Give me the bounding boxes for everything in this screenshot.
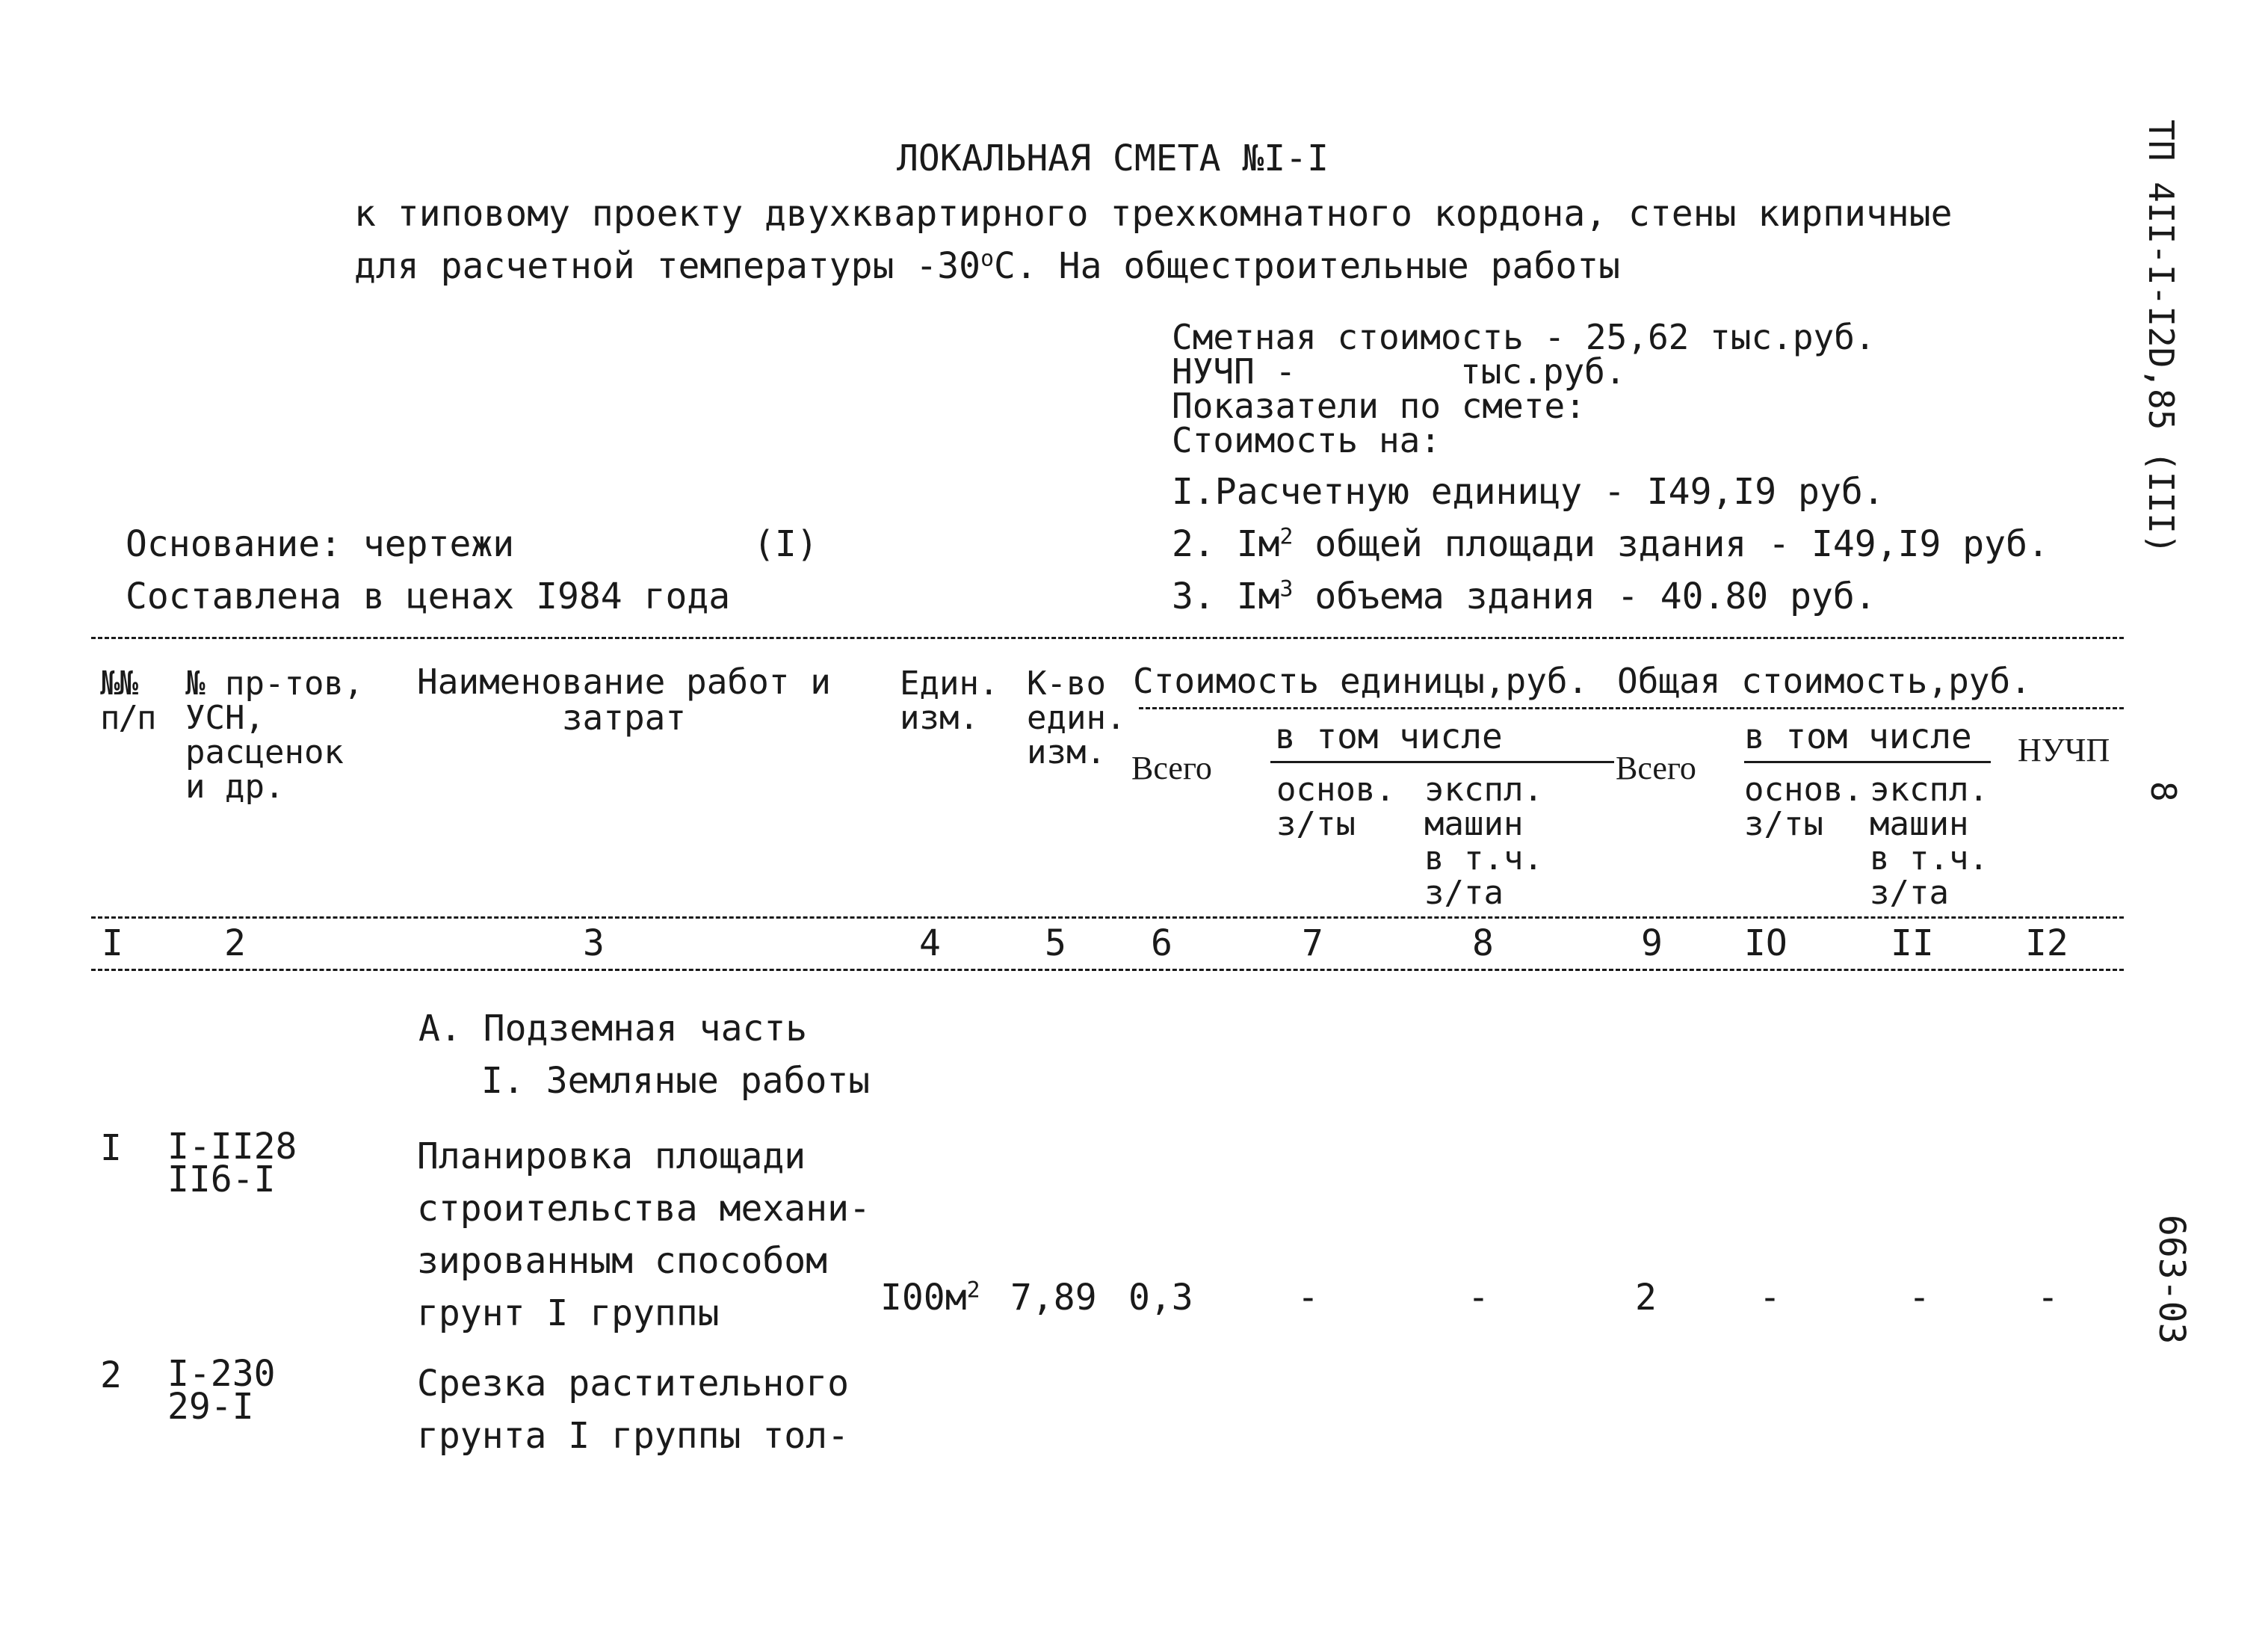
basis-label: Основание: чертежи xyxy=(126,523,515,565)
header-work-name: Наименование работ и затрат xyxy=(417,662,831,738)
cost-for-label: Стоимость на: xyxy=(1172,420,1442,460)
side-stamp: 663-03 xyxy=(2151,1215,2193,1345)
header-bottom-rule xyxy=(91,916,2124,919)
header-grand-total: Всего xyxy=(1616,750,1696,786)
row1-work-name: Планировка площади строительства механи- зированным способом грунт I группы xyxy=(417,1135,871,1334)
side-page-number: 8 xyxy=(2143,781,2184,802)
indicator2-text-a: 2. Iм xyxy=(1172,523,1280,565)
indicator-per-volume xyxy=(1172,576,1876,617)
unit-incl-rule xyxy=(1270,761,1614,763)
basis-ref: (I) xyxy=(753,523,818,565)
header-unit-total: Всего xyxy=(1131,750,1212,786)
row2-number: 2 xyxy=(100,1354,122,1396)
col-num-9: 9 xyxy=(1641,922,1663,964)
row1-unit-sup: 2 xyxy=(966,1277,980,1304)
estimated-cost: Сметная стоимость - 25,62 тыс.руб. xyxy=(1172,317,1876,357)
indicators-label: Показатели по смете: xyxy=(1172,386,1586,426)
row1-unit-wage: - xyxy=(1297,1277,1319,1319)
indicator-per-unit: I.Расчетную единицу - I49,I9 руб. xyxy=(1172,471,1885,513)
row1-total-machine: - xyxy=(1909,1277,1930,1319)
header-row-number: №№ п/п xyxy=(100,665,155,737)
document-title: ЛОКАЛЬНАЯ СМЕТА №I-I xyxy=(897,138,1329,179)
row2-code: I-230 29-I xyxy=(167,1353,276,1428)
side-project-code: ТП 4II-I-I2D,85 (III) xyxy=(2141,120,2181,555)
header-total-cost: Общая стоимость,руб. xyxy=(1617,661,2031,701)
document-subtitle-line2 xyxy=(354,245,1621,287)
total-incl-rule xyxy=(1744,761,1991,763)
header-unit-base-wage: основ. з/ты xyxy=(1276,771,1395,843)
header-unit: Един. изм. xyxy=(900,665,999,737)
indicator3-text-a: 3. Iм xyxy=(1172,576,1280,617)
row2-work-name: Срезка растительного грунта I группы тол- xyxy=(417,1363,849,1457)
table-top-rule xyxy=(91,637,2124,639)
header-unit-including: в том числе xyxy=(1275,716,1503,756)
indicator3-sup: 3 xyxy=(1279,576,1294,602)
row1-nuchp: - xyxy=(2037,1277,2059,1319)
col-num-7: 7 xyxy=(1302,922,1323,964)
column-numbers-rule xyxy=(91,969,2124,971)
header-total-including: в том числе xyxy=(1744,716,1972,756)
row1-code: I-II28 II6-I xyxy=(167,1126,297,1200)
cost-group-rule xyxy=(1139,707,2124,709)
degree-mark: о xyxy=(980,245,994,272)
row1-unit-text: I00м xyxy=(880,1277,967,1319)
col-num-4: 4 xyxy=(919,922,941,964)
header-project-codes: № пр-тов, УСН, расценок и др. xyxy=(185,665,364,806)
row1-unit-total: 0,3 xyxy=(1128,1277,1193,1319)
row1-unit-machine: - xyxy=(1468,1277,1489,1319)
header-nuchp: НУЧП xyxy=(2018,732,2110,768)
col-num-6: 6 xyxy=(1151,922,1172,964)
row1-total-wage: - xyxy=(1759,1277,1781,1319)
header-total-base-wage: основ. з/ты xyxy=(1744,771,1863,843)
col-num-5: 5 xyxy=(1045,922,1066,964)
document-subtitle-line1: к типовому проекту двухквартирного трехкомнатного кордона, стены кирпичные xyxy=(354,193,1953,235)
indicator-per-area xyxy=(1172,523,2049,565)
header-total-machines: экспл. машин в т.ч. з/та xyxy=(1870,771,1989,912)
col-num-1: I xyxy=(102,922,123,964)
prices-year: Составлена в ценах I984 года xyxy=(126,576,731,617)
col-num-8: 8 xyxy=(1472,922,1494,964)
subtitle-text-b: С. На общестроительные работы xyxy=(993,245,1621,287)
header-unit-machines: экспл. машин в т.ч. з/та xyxy=(1424,771,1543,912)
indicator3-text-b: объема здания - 40.80 руб. xyxy=(1293,576,1876,617)
row1-total: 2 xyxy=(1635,1277,1657,1319)
nuchp-unit: тыс.руб. xyxy=(1460,351,1626,392)
col-num-2: 2 xyxy=(224,922,246,964)
col-num-3: 3 xyxy=(583,922,605,964)
col-num-10: IO xyxy=(1744,922,1787,964)
row1-number: I xyxy=(100,1127,122,1169)
col-num-11: II xyxy=(1891,922,1934,964)
section-part: А. Подземная часть xyxy=(418,1008,808,1049)
indicator2-sup: 2 xyxy=(1279,523,1294,550)
header-unit-cost: Стоимость единицы,руб. xyxy=(1133,661,1589,701)
header-quantity: К-во един. изм. xyxy=(1027,665,1126,771)
col-num-12: I2 xyxy=(2025,922,2068,964)
row1-unit xyxy=(880,1277,980,1319)
row1-quantity: 7,89 xyxy=(1010,1277,1097,1319)
nuchp-label: НУЧП - xyxy=(1172,351,1297,392)
subtitle-text-a: для расчетной температуры -30 xyxy=(354,245,981,287)
section-subsection: I. Земляные работы xyxy=(481,1060,871,1102)
indicator2-text-b: общей площади здания - I49,I9 руб. xyxy=(1293,523,2049,565)
